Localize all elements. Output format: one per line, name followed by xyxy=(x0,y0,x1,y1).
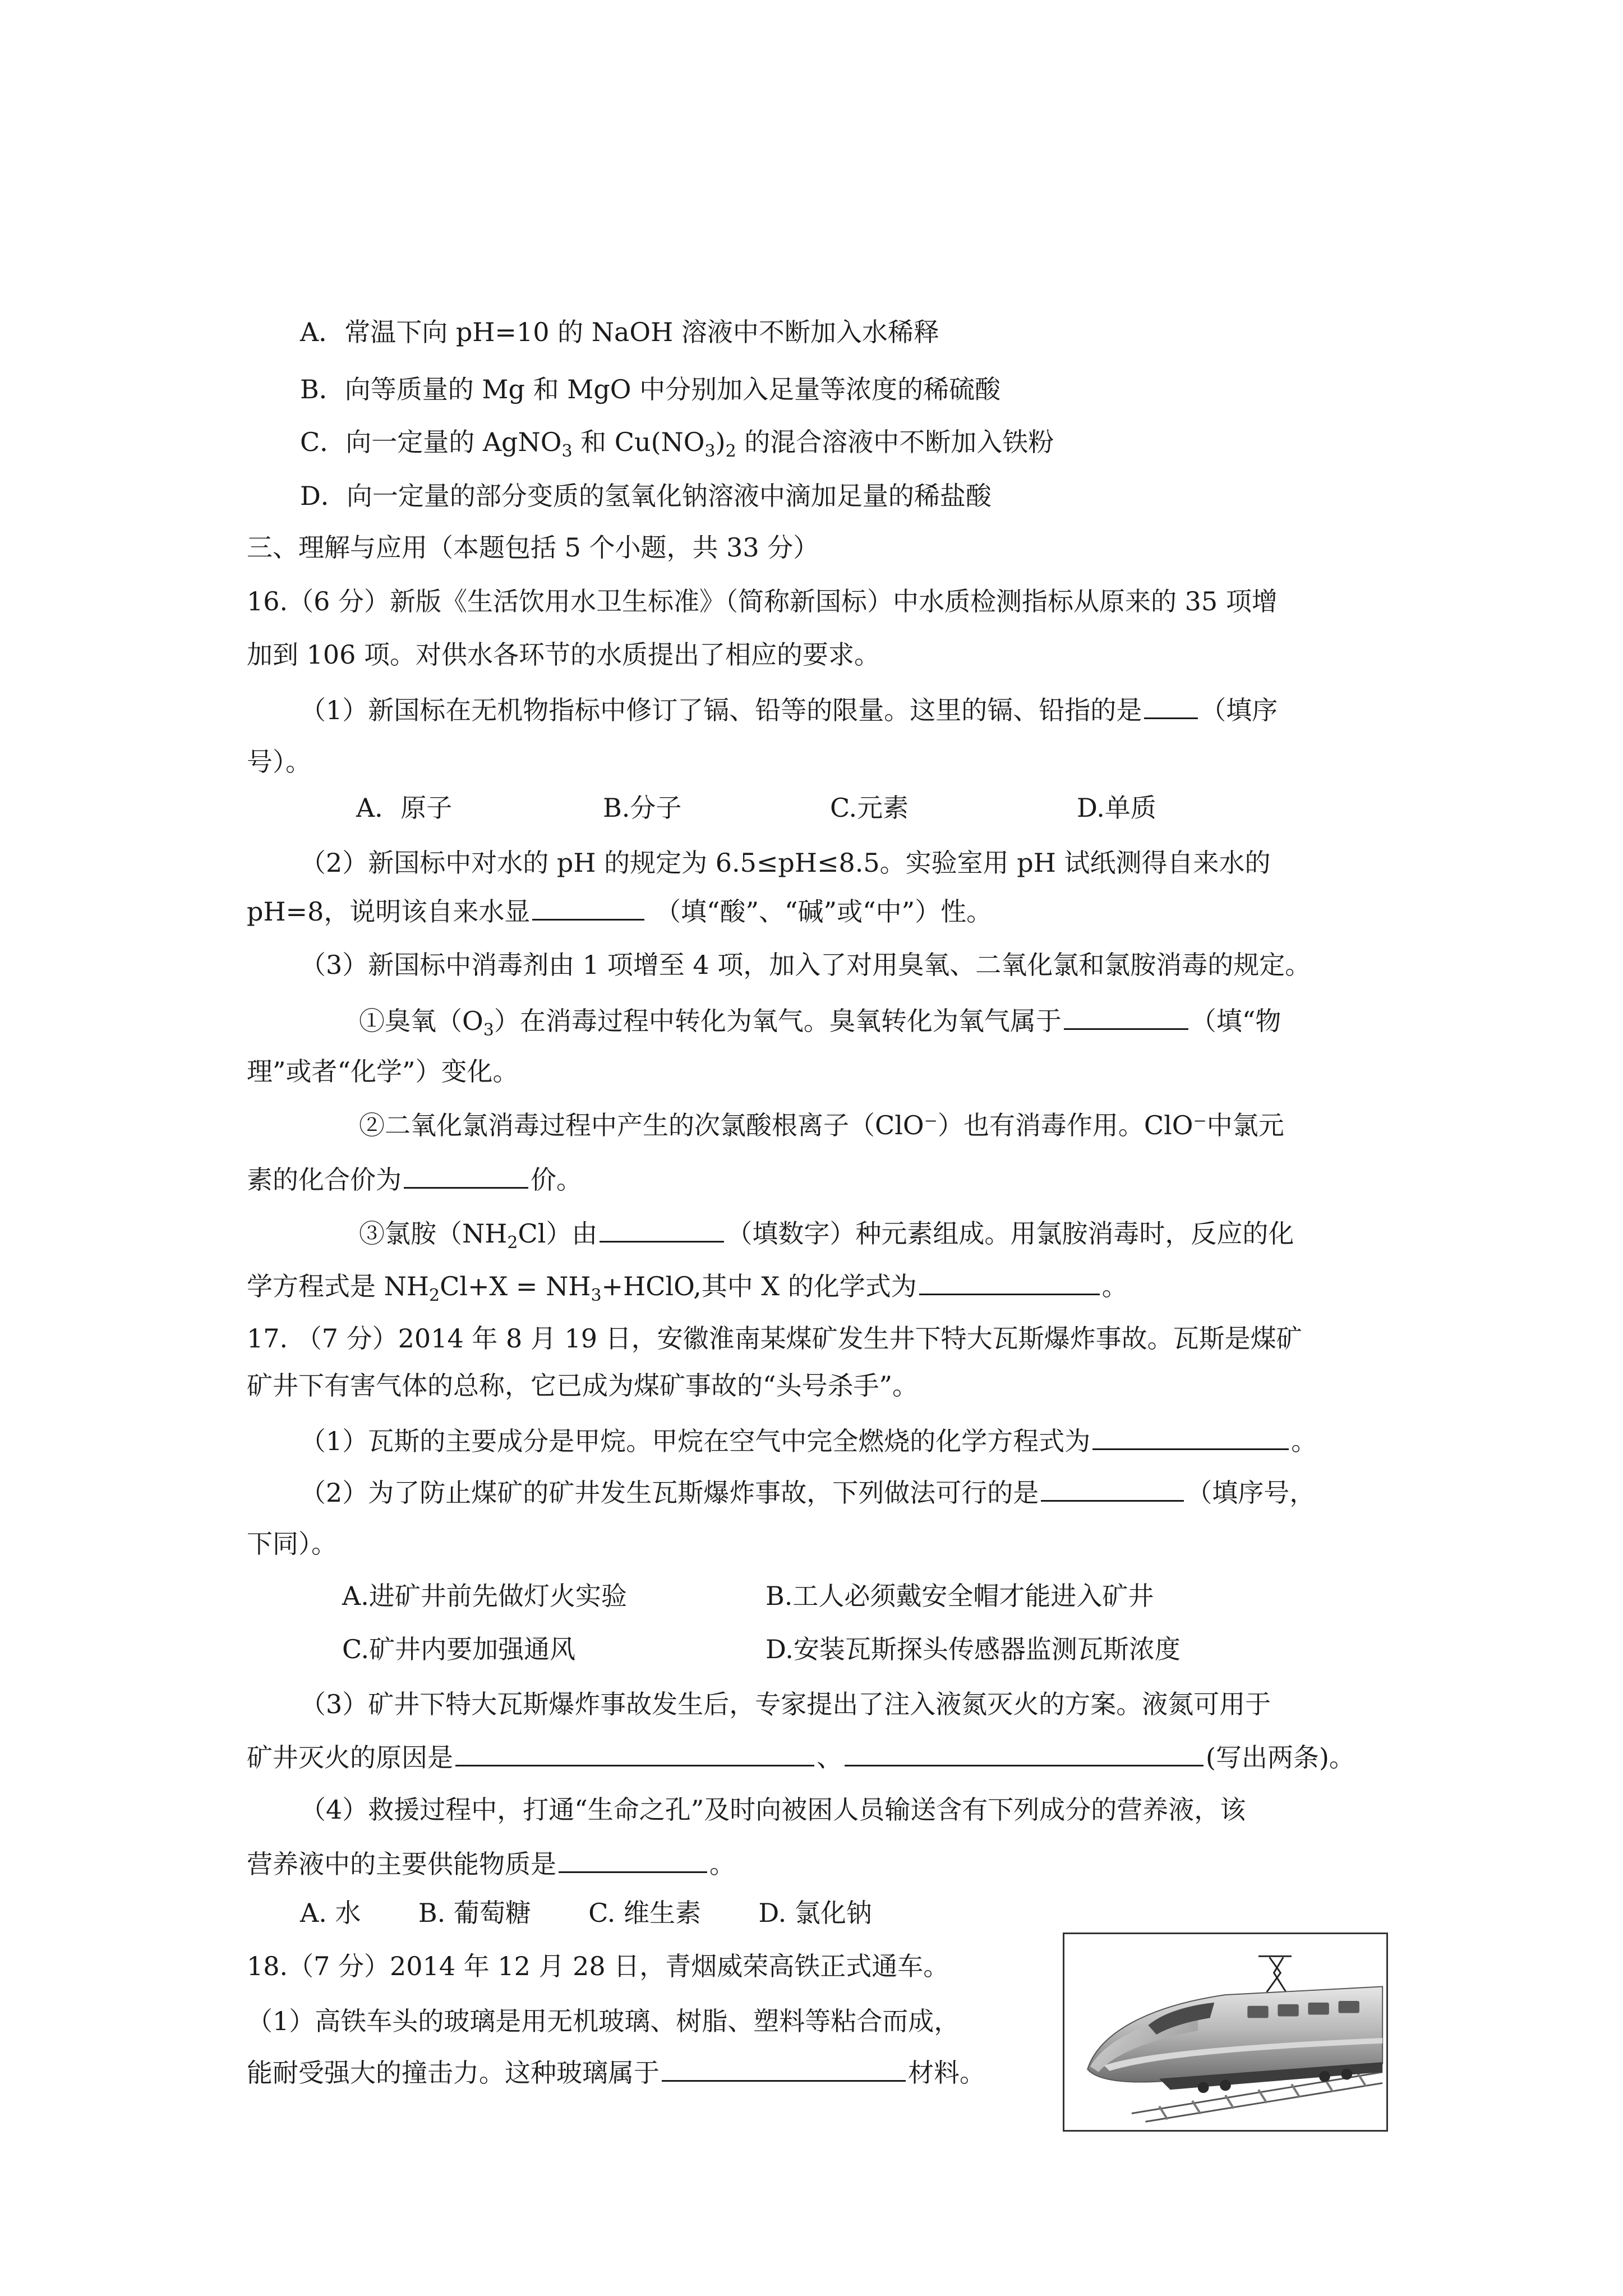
q16-part2-cont xyxy=(247,893,992,928)
q16-part2-text-3: （填“酸”、“碱”或“中”）性。 xyxy=(655,896,993,927)
train-icon xyxy=(1064,1934,1386,2130)
q16-part3-1-text-4: 理”或者“化学”）变化。 xyxy=(247,1056,519,1087)
q17-option-c xyxy=(342,1632,575,1666)
answer-blank[interactable] xyxy=(600,1215,724,1243)
q16-part3-3-text-2: Cl）由 xyxy=(518,1218,598,1249)
q17-stem-line1 xyxy=(247,1322,1302,1355)
q18-part1-text-3: 材料。 xyxy=(908,2058,985,2088)
q16-part3-2-text-2: 素的化合价为 xyxy=(247,1165,402,1195)
train-illustration xyxy=(1063,1932,1388,2132)
option-c-text-1: C．向一定量的 AgNO xyxy=(300,427,562,457)
q16-part3-2-text: ②二氧化氯消毒过程中产生的次氯酸根离子（ClO⁻）也有消毒作用。ClO⁻中氯元 xyxy=(359,1110,1284,1140)
q17-stem-text-2: 矿井下有害气体的总称，它已成为煤矿事故的“头号杀手”。 xyxy=(247,1370,919,1401)
q17-option-a xyxy=(342,1579,627,1613)
option-c-text-2: 和 Cu(NO xyxy=(572,427,705,457)
q16-part3-2-text-3: 价。 xyxy=(531,1165,582,1195)
q16-part3-1-text-3: （填“物 xyxy=(1190,1006,1281,1036)
q16-part3-2-cont xyxy=(247,1161,582,1197)
q16-part1-text-2: （填序 xyxy=(1200,695,1278,725)
q17-stem-text-1: 17. （7 分）2014 年 8 月 19 日，安徽淮南某煤矿发生井下特大瓦斯爆炸事故。瓦斯是煤矿 xyxy=(247,1323,1302,1354)
answer-blank[interactable] xyxy=(455,1739,814,1766)
q16-stem-line2 xyxy=(247,638,880,671)
q16-option-d-text: D.单质 xyxy=(1077,793,1156,823)
q16-part3-3-cont: 学方程式是 $NH_2Cl+X$ = $NH_3+HClO$,其中 X 的化学式为 。 xyxy=(247,1268,1128,1303)
answer-blank[interactable] xyxy=(662,2054,906,2082)
q16-stem-text-2: 加到 106 项。对供水各环节的水质提出了相应的要求。 xyxy=(247,639,880,670)
q16-part3-3-text-3: （填数字）种元素组成。用氯胺消毒时，反应的化 xyxy=(726,1218,1294,1249)
q17-option-c-text: C.矿井内要加强通风 xyxy=(342,1634,576,1664)
q17-part4 xyxy=(300,1793,1246,1826)
q16-option-d xyxy=(1077,791,1156,825)
q17-part4-options xyxy=(300,1896,872,1930)
q18-part1-cont xyxy=(247,2054,985,2090)
q16-stem-line1 xyxy=(247,585,1278,618)
q16-part3-1-text: ①臭氧（O xyxy=(359,1006,483,1036)
q16-option-a xyxy=(356,791,452,825)
q16-part1-text: （1）新国标在无机物指标中修订了镉、铅等的限量。这里的镉、铅指的是 xyxy=(300,695,1142,725)
q16-part3-1-cont xyxy=(247,1055,519,1088)
q17-part4-cont xyxy=(247,1846,735,1881)
answer-blank[interactable] xyxy=(1144,692,1198,719)
q17-part3-text-4: (写出两条)。 xyxy=(1206,1742,1355,1773)
q16-part3-1: ①臭氧$(O_3)$在消毒过程中转化为氧气。臭氧转化为氧气属于 （填“物 xyxy=(359,1002,1281,1038)
answer-blank[interactable] xyxy=(1092,1423,1289,1450)
q18-stem xyxy=(247,1949,949,1983)
q17-part4-text: （4）救援过程中，打通“生命之孔”及时向被困人员输送含有下列成分的营养液，该 xyxy=(300,1795,1246,1825)
q16-part3 xyxy=(300,948,1311,982)
answer-blank[interactable] xyxy=(1041,1474,1184,1502)
option-c: C．向一定量的 AgNO$_3$ 和 $Cu(NO_3)_2$ 的混合溶液中不断加入铁粉 xyxy=(300,427,1054,461)
q16-stem-text-1: 16.（6 分）新版《生活饮用水卫生标准》（简称新国标）中水质检测指标从原来的 35 项增 xyxy=(247,586,1278,616)
q17-part3-text: （3）矿井下特大瓦斯爆炸事故发生后，专家提出了注入液氮灭火的方案。液氮可用于 xyxy=(300,1689,1271,1719)
q16-part2-text: （2）新国标中对水的 pH 的规定为 6.5≤pH≤8.5。实验室用 pH 试纸测得自来水的 xyxy=(300,848,1271,878)
q17-part4-options-text: A. 水 B. 葡萄糖 C. 维生素 D. 氯化钠 xyxy=(300,1898,872,1928)
section-heading xyxy=(247,531,819,564)
option-a-text: A．常温下向 pH=10 的 NaOH 溶液中不断加入水稀释 xyxy=(300,317,939,347)
q16-part1-text-3: 号）。 xyxy=(247,747,311,777)
answer-blank[interactable] xyxy=(404,1161,528,1189)
q18-part1-text-2: 能耐受强大的撞击力。这种玻璃属于 xyxy=(247,2058,660,2088)
option-d-text: D．向一定量的部分变质的氢氧化钠溶液中滴加足量的稀盐酸 xyxy=(300,481,992,511)
answer-blank[interactable] xyxy=(845,1739,1204,1766)
q17-part3-cont xyxy=(247,1739,1355,1774)
q16-part3-1-text-2: ）在消毒过程中转化为氧气。臭氧转化为氧气属于 xyxy=(494,1006,1062,1036)
q17-part4-text-2: 营养液中的主要供能物质是 xyxy=(247,1849,556,1879)
option-c-text-3: 的混合溶液中不断加入铁粉 xyxy=(736,427,1054,457)
answer-blank[interactable] xyxy=(559,1846,707,1873)
q17-option-a-text: A.进矿井前先做灯火实验 xyxy=(342,1581,627,1611)
q18-part1-text: （1）高铁车头的玻璃是用无机玻璃、树脂、塑料等粘合而成， xyxy=(247,2006,960,2036)
q17-option-b-text: B.工人必须戴安全帽才能进入矿井 xyxy=(766,1581,1154,1611)
q16-part3-3-text-6: +HClO,其中 X 的化学式为 xyxy=(601,1271,917,1301)
q16-part3-text: （3）新国标中消毒剂由 1 项增至 4 项，加入了对用臭氧、二氧化氯和氯胺消毒的规定。 xyxy=(300,950,1311,980)
q16-part3-3-text-5: Cl+X = NH xyxy=(440,1271,591,1301)
q17-part3-text-2: 矿井灭火的原因是 xyxy=(247,1742,453,1773)
q17-part2-cont xyxy=(247,1527,337,1561)
q16-part3-3-text-4: 学方程式是 NH xyxy=(247,1271,429,1301)
q17-part2-text: （2）为了防止煤矿的矿井发生瓦斯爆炸事故，下列做法可行的是 xyxy=(300,1478,1039,1508)
option-d xyxy=(300,479,992,513)
q17-stem-line2 xyxy=(247,1369,918,1402)
q17-part1-text: （1）瓦斯的主要成分是甲烷。甲烷在空气中完全燃烧的化学方程式为 xyxy=(300,1426,1091,1456)
q16-option-b xyxy=(603,791,681,825)
answer-blank[interactable] xyxy=(532,893,644,921)
q16-option-c xyxy=(830,791,909,825)
q16-part3-3-text: ③氯胺（NH xyxy=(359,1218,508,1249)
q16-part1-cont xyxy=(247,745,311,779)
section-heading-text: 三、理解与应用（本题包括 5 个小题，共 33 分） xyxy=(247,532,819,563)
q16-part3-2 xyxy=(359,1108,1284,1142)
answer-blank[interactable] xyxy=(1064,1002,1188,1030)
q17-option-d-text: D.安装瓦斯探头传感器监测瓦斯浓度 xyxy=(766,1634,1181,1664)
q17-part1-text-2: 。 xyxy=(1291,1426,1317,1456)
q18-part1 xyxy=(247,2004,960,2038)
q16-part2-text-2: pH=8，说明该自来水显 xyxy=(247,896,531,927)
q17-part2 xyxy=(300,1474,1315,1510)
q17-option-b xyxy=(766,1579,1154,1613)
q17-part1 xyxy=(300,1423,1317,1458)
q17-part3 xyxy=(300,1687,1271,1721)
q16-option-c-text: C.元素 xyxy=(830,793,909,823)
option-b-text: B．向等质量的 Mg 和 MgO 中分别加入足量等浓度的稀硫酸 xyxy=(300,374,1001,404)
q17-part4-text-3: 。 xyxy=(709,1849,735,1879)
q17-part2-text-3: 下同）。 xyxy=(247,1529,337,1559)
q16-part1 xyxy=(300,692,1278,727)
q18-stem-text: 18.（7 分）2014 年 12 月 28 日，青烟威荣高铁正式通车。 xyxy=(247,1951,949,1981)
option-b xyxy=(300,372,1000,406)
q17-option-d xyxy=(766,1632,1181,1666)
q17-part3-text-3: 、 xyxy=(817,1742,842,1773)
q16-part3-3: ③氯胺$(NH_2Cl)$由 （填数字）种元素组成。用氯胺消毒时，反应的化 xyxy=(359,1215,1294,1250)
q16-option-a-text: A．原子 xyxy=(356,793,453,823)
q16-option-b-text: B.分子 xyxy=(603,793,682,823)
q16-part3-3-text-7: 。 xyxy=(1101,1271,1128,1301)
option-a xyxy=(300,315,939,349)
q17-part2-text-2: （填序号， xyxy=(1186,1478,1316,1508)
q16-part2 xyxy=(300,846,1270,880)
answer-blank[interactable] xyxy=(919,1268,1100,1295)
